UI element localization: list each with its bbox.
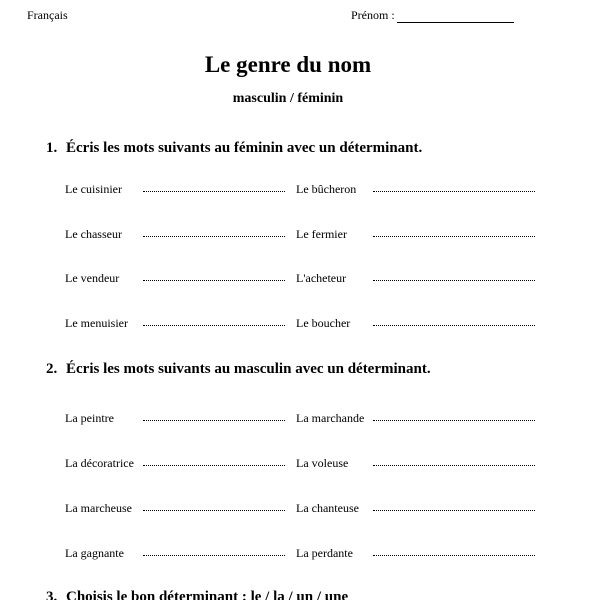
section-instruction: Écris les mots suivants au masculin avec un déterminant. (66, 361, 431, 377)
word-right: La voleuse (296, 456, 349, 470)
answer-line[interactable] (143, 411, 285, 423)
answer-line[interactable] (143, 316, 285, 328)
word-right: La chanteuse (296, 501, 359, 515)
word-right: La perdante (296, 546, 353, 560)
answer-line[interactable] (373, 546, 535, 558)
page-title: Le genre du nom (204, 52, 372, 77)
section-instruction: Écris les mots suivants au féminin avec un déterminant. (66, 140, 423, 156)
answer-line[interactable] (143, 271, 285, 283)
page-subtitle: masculin / féminin (232, 91, 344, 106)
answer-line[interactable] (373, 182, 535, 194)
answer-line[interactable] (373, 271, 535, 283)
section-2-heading (46, 361, 431, 378)
answer-line[interactable] (373, 501, 535, 513)
word-left: La décoratrice (65, 456, 134, 470)
section-number: 2. (46, 361, 58, 377)
name-field (351, 8, 514, 23)
section-1-heading (46, 140, 422, 157)
word-right: Le fermier (296, 227, 347, 241)
answer-line[interactable] (373, 411, 535, 423)
name-label: Prénom : (351, 8, 395, 22)
word-left: La gagnante (65, 546, 124, 560)
answer-line[interactable] (143, 456, 285, 468)
word-left: Le chasseur (65, 227, 122, 241)
answer-line[interactable] (143, 501, 285, 513)
word-left: La marcheuse (65, 501, 132, 515)
name-blank-line[interactable] (397, 10, 514, 23)
word-left: Le vendeur (65, 271, 120, 285)
word-left: Le menuisier (65, 316, 128, 330)
word-right: Le bûcheron (296, 182, 357, 196)
subject-label: Français (27, 8, 68, 22)
answer-line[interactable] (143, 546, 285, 558)
section-number: 1. (46, 140, 58, 156)
word-right: La marchande (296, 411, 365, 425)
answer-line[interactable] (373, 456, 535, 468)
answer-line[interactable] (373, 316, 535, 328)
word-left: La peintre (65, 411, 114, 425)
answer-line[interactable] (373, 227, 535, 239)
word-right: L'acheteur (296, 271, 347, 285)
section-instruction: Choisis le bon déterminant : le / la / un / une (66, 589, 349, 600)
answer-line[interactable] (143, 227, 285, 239)
word-right: Le boucher (296, 316, 351, 330)
section-number: 3. (46, 589, 58, 600)
section-3-heading (46, 589, 348, 600)
word-left: Le cuisinier (65, 182, 122, 196)
answer-line[interactable] (143, 182, 285, 194)
